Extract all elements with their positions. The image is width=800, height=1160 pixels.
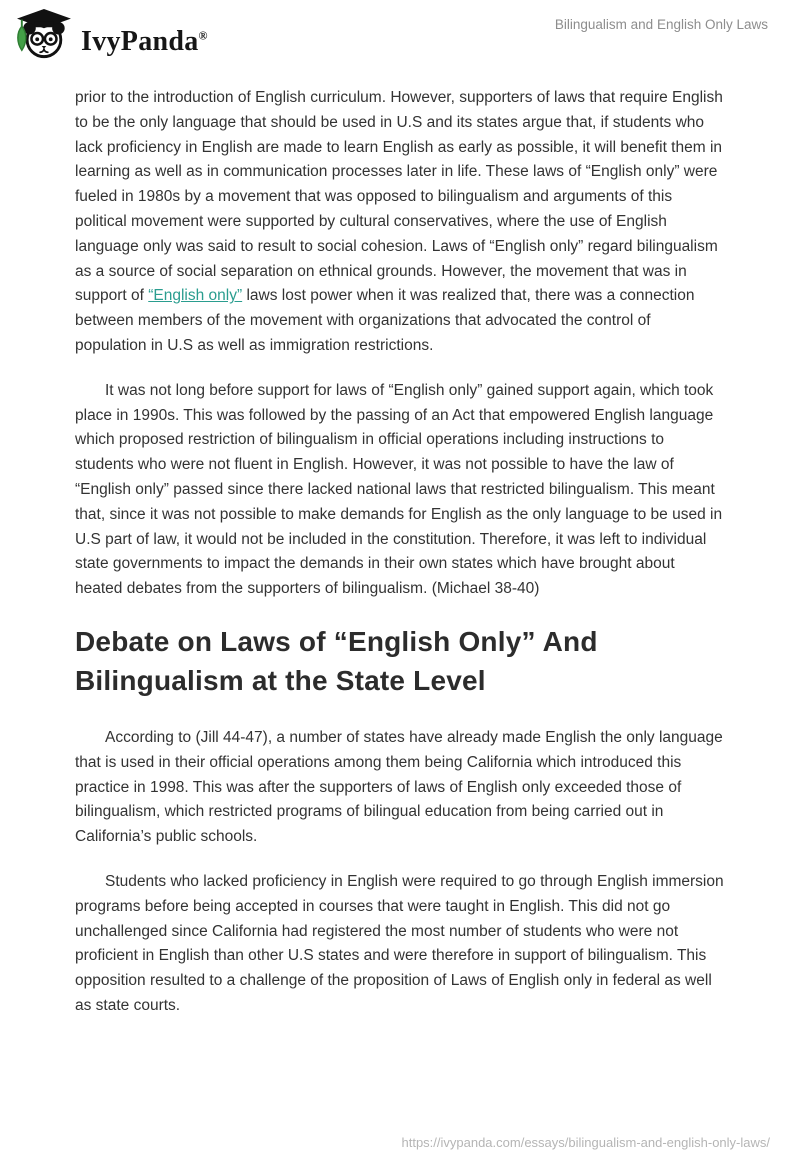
panda-graduate-icon — [14, 8, 72, 65]
source-url: https://ivypanda.com/essays/bilingualism-and-english-only-laws/ — [401, 1135, 770, 1150]
paragraph-1 — [75, 86, 725, 359]
document-title: Bilingualism and English Only Laws — [554, 17, 768, 32]
page-header — [0, 0, 800, 65]
english-only-link[interactable]: “English only” — [148, 287, 243, 305]
paragraph-1-text-before-link: prior to the introduction of English curriculum. However, supporters of laws that require English to be the only language that should be used in U.S and its states argue that, if students who lack proficiency in English are made to learn English as early as possible, it will benefit them in learning as well as in communication processes later in life. These laws of “English only” were fueled in 1980s by a movement that was opposed to bilingualism and arguments of this political movement were supported by cultural conservatives, where the use of English language only was said to result to social cohesion. Laws of “English only” regard bilingualism as a source of social separation on ethnical grounds. However, the movement that was in support of — [75, 89, 723, 305]
paragraph-4: Students who lacked proficiency in English were required to go through English immersion programs before being accepted in courses that were taught in English. This did not go unchallenged since California had registered the most number of students who were not proficient in English than other U.S states and were therefore in support of bilingualism. This opposition resulted to a challenge of the proposition of Laws of English only in federal as well as state courts. — [75, 872, 724, 1014]
registered-trademark: ® — [198, 28, 208, 43]
section-heading: Debate on Laws of “English Only” And Bilingualism at the State Level — [75, 625, 598, 696]
paragraph-3: According to (Jill 44-47), a number of states have already made English the only language that is used in their official operations among them being California which introduced this practice in 1998. This was after the supporters of laws of English only exceeded those of bilingualism, which restricted programs of bilingual education from being carried out in California’s public schools. — [75, 728, 723, 846]
paragraph-1-text-after-link: laws lost power when it was realized that, there was a connection between members of the movement with organizations that advocated the control of population in U.S as well as immigration restrictions. — [75, 287, 695, 354]
ivypanda-logo-link[interactable] — [14, 8, 208, 65]
paragraph-2: It was not long before support for laws of “English only” gained support again, which took place in 1990s. This was followed by the passing of an Act that empowered English language which proposed restriction of bilingualism in official operations including instructions to students who were not fluent in English. However, it was not possible to have the law of “English only” passed since there lacked national laws that restricted bilingualism. This meant that, since it was not possible to make demands for English as the only language to be used in U.S part of law, it would not be included in the constitution. Therefore, it was left to individual state governments to impact the demands in their own states which have brought about heated debates from the supporters of bilingualism. (Michael 38-40) — [75, 381, 723, 598]
essay-content — [0, 65, 800, 1019]
brand-name: IvyPanda® — [81, 25, 208, 57]
